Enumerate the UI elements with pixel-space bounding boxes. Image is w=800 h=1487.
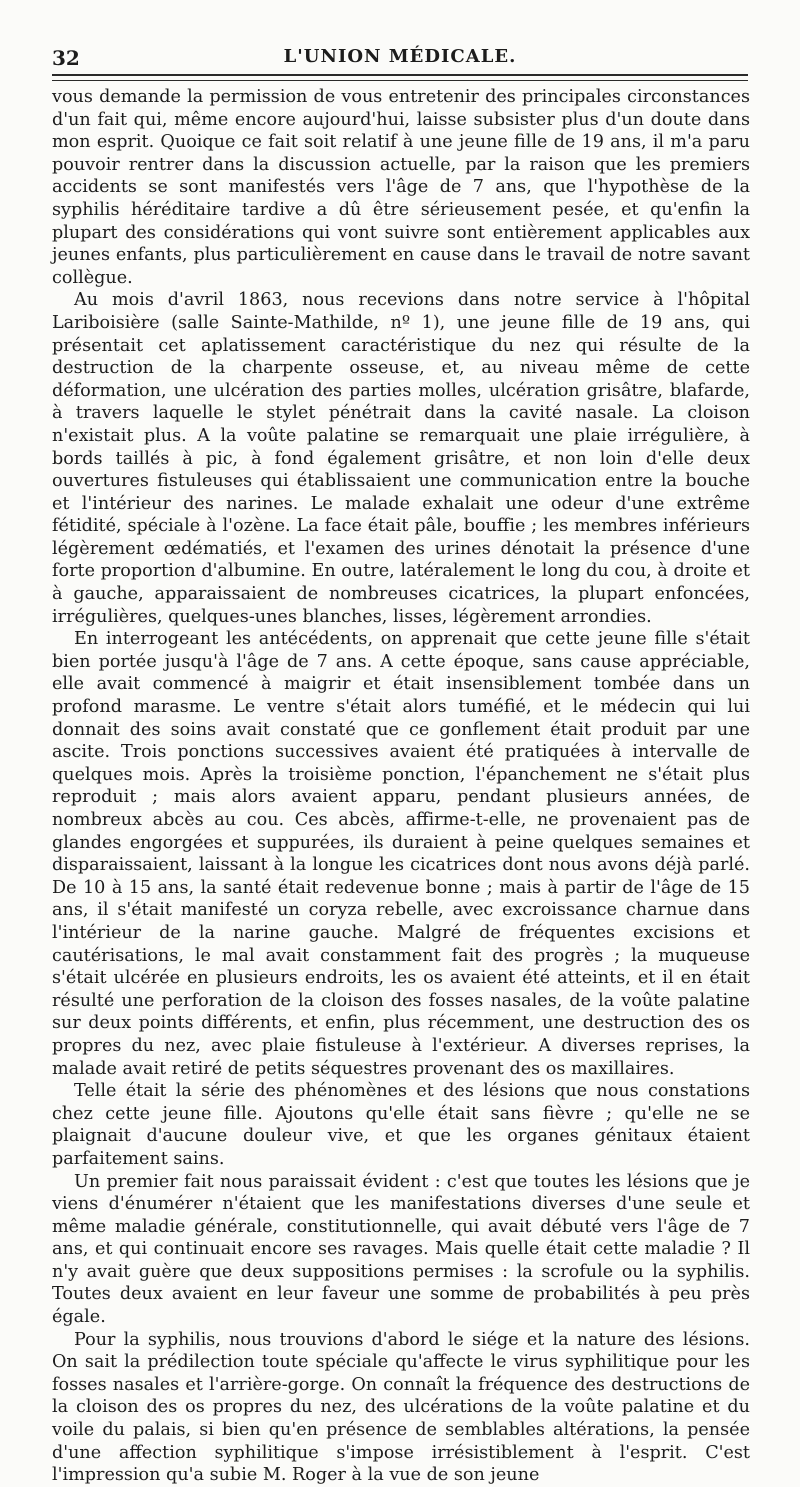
- header-rule-thin: [52, 80, 748, 81]
- header-rule: [52, 74, 748, 76]
- paragraph: vous demande la permission de vous entretenir des principales circonstances d'un fait qui, même encore aujourd'hui, laisse subsister plus d'un doute dans mon esprit. Quoique ce fait soit relatif à une jeune fille de 19 ans, il m'a paru pouvoir rentrer dans la discussion actuelle, par la raison que les premiers accidents se sont manifestés vers l'âge de 7 ans, que l'hypothèse de la syphilis héréditaire tardive a dû être sérieusement pesée, et qu'enfin la plupart des considérations qui vont suivre sont entièrement applicables aux jeunes enfants, plus particulièrement en cause dans le travail de notre savant collègue.: [52, 87, 750, 288]
- paragraph: Pour la syphilis, nous trouvions d'abord le siége et la nature des lésions. On sait la prédilection toute spéciale qu'affecte le virus syphilitique pour les fosses nasales et l'arrière-gorge. On connaît la fréquence des destructions de la cloison des os propres du nez, des ulcérations de la voûte palatine et du voile du palais, si bien qu'en présence de semblables altérations, la pensée d'une affection syphilitique s'impose irrésistiblement à l'esprit. C'est l'impression qu'a subie M. Roger à la vue de son jeune: [52, 1329, 750, 1486]
- paragraph: Un premier fait nous paraissait évident : c'est que toutes les lésions que je viens d'énumérer n'étaient que les manifestations diverses d'une seule et même maladie générale, constitutionnelle, qui avait débuté vers l'âge de 7 ans, et qui continuait encore ses ravages. Mais quelle était cette maladie ? Il n'y avait guère que deux suppositions permises : la scrofule ou la syphilis. Toutes deux avaient en leur faveur une somme de probabilités à peu près égale.: [52, 1171, 750, 1328]
- page-header: [52, 40, 748, 76]
- paragraph: Telle était la série des phénomènes et des lésions que nous constations chez cette jeune fille. Ajoutons qu'elle était sans fièvre ; qu'elle ne se plaignait d'aucune douleur vive, et que les organes génitaux étaient parfaitement sains.: [52, 1081, 750, 1169]
- paragraph: En interrogeant les antécédents, on apprenait que cette jeune fille s'était bien portée jusqu'à l'âge de 7 ans. A cette époque, sans cause appréciable, elle avait commencé à maigrir et était insensiblement tombée dans un profond marasme. Le ventre s'était alors tuméfié, et le médecin qui lui donnait des soins avait constaté que ce gonflement était produit par une ascite. Trois ponctions successives avaient été pratiquées à intervalle de quelques mois. Après la troisième ponction, l'épanchement ne s'était plus reproduit ; mais alors avaient apparu, pendant plusieurs années, de nombreux abcès au cou. Ces abcès, affirme-t-elle, ne provenaient pas de glandes engorgées et suppurées, ils duraient à peine quelques semaines et disparaissaient, laissant à la longue les cicatrices dont nous avons déjà parlé. De 10 à 15 ans, la santé était redevenue bonne ; mais à partir de l'âge de 15 ans, il s'était manifesté un coryza rebelle, avec excroissance charnue dans l'intérieur de la narine gauche. Malgré de fréquentes excisions et cautérisations, le mal avait constamment fait des progrès ; la muqueuse s'était ulcérée en plusieurs endroits, les os avaient été atteints, et il en était résulté une perforation de la cloison des fosses nasales, de la voûte palatine sur deux points différents, et enfin, plus récemment, une destruction des os propres du nez, avec plaie fistuleuse à l'extérieur. A diverses reprises, la malade avait retiré de petits séquestres provenant des os maxillaires.: [52, 629, 750, 1079]
- page-number: 32: [52, 46, 80, 70]
- body-text: [52, 86, 750, 1487]
- running-title: L'UNION MÉDICALE.: [283, 46, 517, 67]
- paragraph: Au mois d'avril 1863, nous recevions dans notre service à l'hôpital Lariboisière (salle Sainte-Mathilde, nº 1), une jeune fille de 19 ans, qui présentait cet aplatissement caractéristique du nez qui résulte de la destruction de la charpente osseuse, et, au niveau même de cette déformation, une ulcération des parties molles, ulcération grisâtre, blafarde, à travers laquelle le stylet pénétrait dans la cavité nasale. La cloison n'existait plus. A la voûte palatine se remarquait une plaie irrégulière, à bords taillés à pic, à fond également grisâtre, et non loin d'elle deux ouvertures fistuleuses qui établissaient une communication entre la bouche et l'intérieur des narines. Le malade exhalait une odeur d'une extrême fétidité, spéciale à l'ozène. La face était pâle, bouffie ; les membres inférieurs légèrement œdématiés, et l'examen des urines dénotait la présence d'une forte proportion d'albumine. En outre, latéralement le long du cou, à droite et à gauche, apparaissaient de nombreuses cicatrices, la plupart enfoncées, irrégulières, quelques-unes blanches, lisses, légèrement arrondies.: [52, 290, 750, 627]
